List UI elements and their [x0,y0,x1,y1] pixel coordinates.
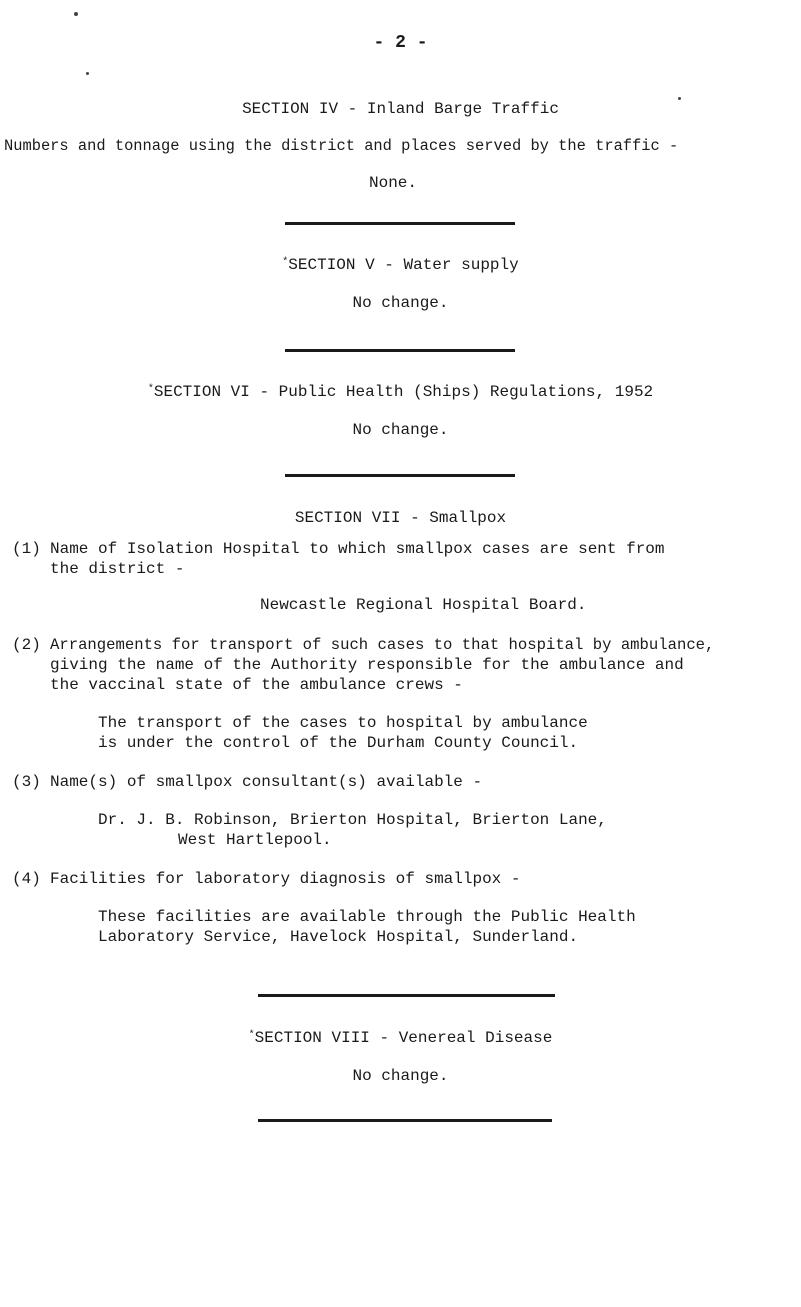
scan-speck [86,72,89,75]
section-iv-heading: SECTION IV - Inland Barge Traffic [242,100,559,118]
section-vi-title: SECTION VI - Public Health (Ships) Regulations, 1952 [153,383,654,401]
item-1-question-line-2: the district - [50,560,185,578]
section-v-asterisk: * [282,257,289,268]
scan-speck [74,12,78,16]
section-viii-heading [0,1029,801,1047]
item-2-question-line-3: the vaccinal state of the ambulance crews - [50,676,463,694]
section-vii-heading: SECTION VII - Smallpox [294,509,507,527]
item-4-question: Facilities for laboratory diagnosis of smallpox - [50,870,521,888]
section-v-body: No change. [352,294,449,312]
item-3-answer-line-2: West Hartlepool. [178,831,332,849]
item-1-answer: Newcastle Regional Hospital Board. [260,596,587,614]
section-iv-text-line-2: None. [369,174,418,192]
section-viii-asterisk: * [248,1030,255,1041]
item-2-question-line-2: giving the name of the Authority responsible for the ambulance and [50,656,684,674]
section-vi-asterisk: * [147,384,154,395]
section-divider [285,222,515,225]
section-vi-heading [0,383,801,401]
item-2-answer-line-2: is under the control of the Durham County Council. [98,734,579,752]
page-number: - 2 - [373,33,428,53]
item-4-answer-line-1: These facilities are available through the Public Health [98,908,636,926]
section-divider [258,994,555,997]
section-viii-title: SECTION VIII - Venereal Disease [254,1029,553,1047]
section-divider [258,1119,552,1122]
item-3-question: Name(s) of smallpox consultant(s) available - [50,773,483,791]
section-iv-text-line-1: Numbers and tonnage using the district and places served by the traffic - [4,137,679,155]
item-4-number: (4) [12,870,41,888]
item-4-answer-line-2: Laboratory Service, Havelock Hospital, Sunderland. [98,928,579,946]
section-vi-body: No change. [352,421,449,439]
item-3-number: (3) [12,773,41,791]
item-1-number: (1) [12,540,41,558]
item-3-answer-line-1: Dr. J. B. Robinson, Brierton Hospital, Brierton Lane, [98,811,607,829]
section-divider [285,349,515,352]
section-viii-body: No change. [352,1067,449,1085]
item-2-answer-line-1: The transport of the cases to hospital by ambulance [98,714,588,732]
item-1-question-line-1: Name of Isolation Hospital to which smallpox cases are sent from [50,540,665,558]
section-v-heading [0,256,801,274]
section-divider [285,474,515,477]
item-2-number: (2) [12,636,41,654]
item-2-question-line-1: Arrangements for transport of such cases to that hospital by ambulance, [50,636,715,654]
section-v-title: SECTION V - Water supply [288,256,519,274]
